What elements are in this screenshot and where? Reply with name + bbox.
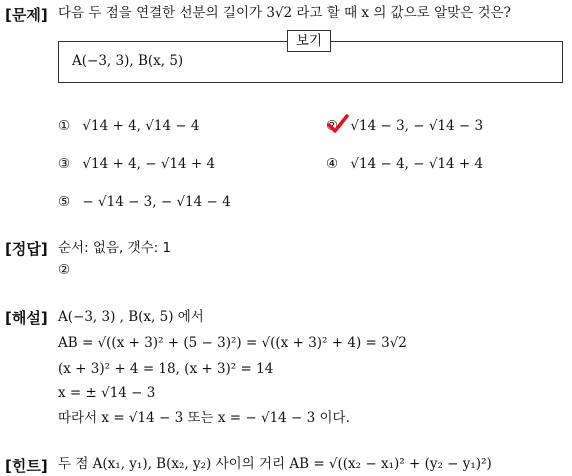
choice-1[interactable] (58, 117, 200, 135)
choice-number: ④ (326, 156, 339, 172)
check-mark-icon (326, 112, 350, 136)
solution-line-2: AB = √((x + 3)² + (5 − 3)²) = √((x + 3)² + 4) = 3√2 (58, 335, 407, 351)
answer-meta: 순서: 없음, 갯수: 1 (58, 240, 172, 256)
solution-line-4: x = ± √14 − 3 (58, 385, 156, 401)
question-tag: [문제] (5, 6, 48, 24)
choice-4[interactable] (326, 155, 483, 173)
choice-5[interactable] (58, 193, 231, 211)
choice-text: − √14 − 3, − √14 − 4 (82, 194, 231, 210)
choice-number: ③ (58, 156, 71, 172)
choice-text: √14 − 4, − √14 + 4 (350, 156, 484, 172)
choice-number: ① (58, 118, 71, 134)
solution-line-1: A(−3, 3) , B(x, 5) 에서 (58, 309, 204, 325)
answer-tag: [정답] (5, 240, 48, 258)
choice-text: √14 − 3, − √14 − 3 (350, 118, 484, 134)
choice-3[interactable] (58, 155, 215, 173)
solution-tag: [해설] (5, 309, 48, 327)
choice-number: ⑤ (58, 194, 71, 210)
question-text: 다음 두 점을 연결한 선분의 길이가 3√2 라고 할 때 x 의 값으로 알맞은 것은? (58, 5, 511, 21)
example-content: A(−3, 3), B(x, 5) (72, 53, 184, 69)
hint-text: 두 점 A(x₁, y₁), B(x₂, y₂) 사이의 거리 AB = √((x₂ − x₁)² + (y₂ − y₁)²) (58, 456, 492, 472)
choice-text: √14 + 4, − √14 + 4 (82, 156, 216, 172)
answer-value: ② (58, 262, 71, 278)
example-box-label: 보기 (287, 30, 331, 52)
solution-line-5: 따라서 x = √14 − 3 또는 x = − √14 − 3 이다. (58, 410, 350, 426)
hint-tag: [힌트] (5, 457, 48, 475)
solution-line-3: (x + 3)² + 4 = 18, (x + 3)² = 14 (58, 361, 274, 377)
choice-text: √14 + 4, √14 − 4 (82, 118, 200, 134)
choice-number: ② (326, 118, 339, 134)
